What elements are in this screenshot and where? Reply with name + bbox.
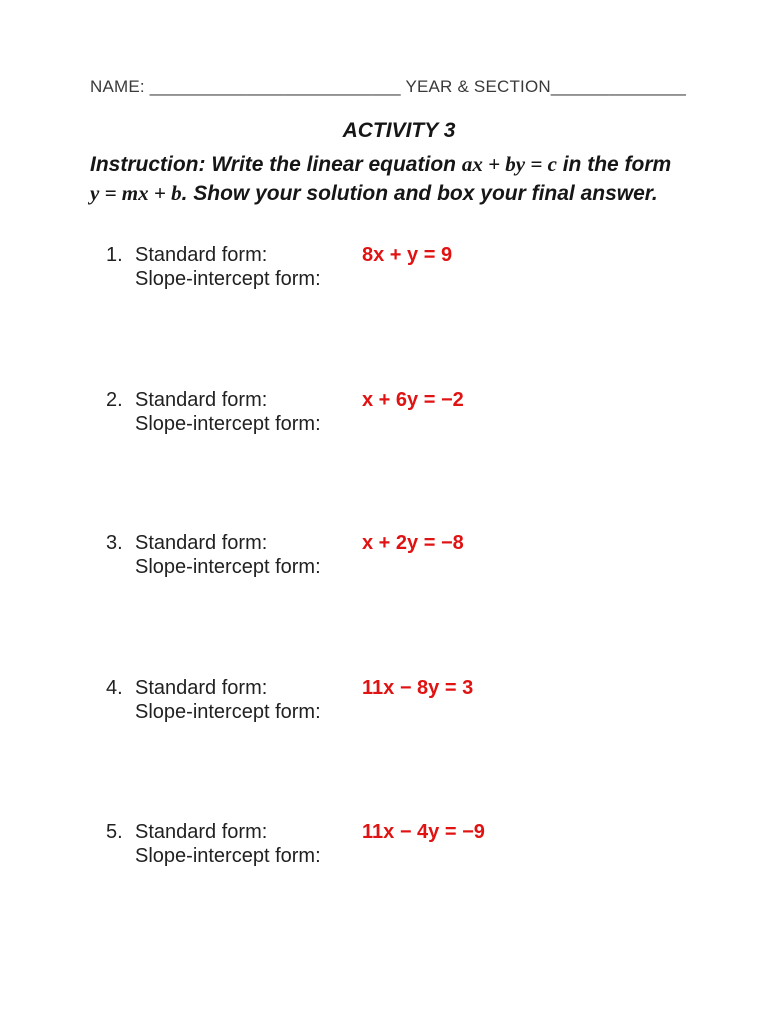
slope-intercept-label: Slope-intercept form: bbox=[135, 268, 321, 290]
standard-form-equation: x + 6y = −2 bbox=[362, 389, 464, 411]
problem-standard-line bbox=[106, 531, 666, 555]
year-section-label: YEAR & SECTION bbox=[405, 77, 551, 96]
problem-number: 4. bbox=[106, 677, 123, 699]
problem-item-4 bbox=[106, 676, 666, 728]
name-label: NAME: bbox=[90, 77, 145, 96]
slope-intercept-label: Slope-intercept form: bbox=[135, 701, 321, 723]
instruction-text bbox=[90, 150, 710, 208]
standard-form-label: Standard form: bbox=[135, 532, 268, 554]
instruction-prefix: Instruction: Write the linear equation bbox=[90, 153, 462, 176]
slope-intercept-line bbox=[106, 267, 666, 291]
instruction-math-slope-form: y = mx + b bbox=[90, 181, 182, 205]
slope-intercept-line bbox=[106, 700, 666, 724]
slope-intercept-label: Slope-intercept form: bbox=[135, 556, 321, 578]
problem-number: 1. bbox=[106, 244, 123, 266]
instruction-math-standard-form: ax + by = c bbox=[461, 152, 557, 176]
slope-intercept-line bbox=[106, 844, 666, 868]
standard-form-label: Standard form: bbox=[135, 389, 268, 411]
instruction-line-1 bbox=[90, 150, 710, 179]
activity-title: ACTIVITY 3 bbox=[342, 119, 456, 142]
standard-form-equation: x + 2y = −8 bbox=[362, 532, 464, 554]
problem-standard-line bbox=[106, 676, 666, 700]
standard-form-equation: 11x − 4y = −9 bbox=[362, 821, 485, 843]
problem-standard-line bbox=[106, 388, 666, 412]
instruction-line-2 bbox=[90, 179, 710, 208]
problem-item-5 bbox=[106, 820, 666, 872]
problem-standard-line bbox=[106, 243, 666, 267]
problem-item-2 bbox=[106, 388, 666, 440]
problem-number: 2. bbox=[106, 389, 123, 411]
instruction-suffix: in the form bbox=[556, 153, 672, 176]
slope-intercept-line bbox=[106, 555, 666, 579]
problem-item-1 bbox=[106, 243, 666, 295]
problem-number: 5. bbox=[106, 821, 123, 843]
standard-form-label: Standard form: bbox=[135, 821, 268, 843]
standard-form-label: Standard form: bbox=[135, 244, 268, 266]
slope-intercept-label: Slope-intercept form: bbox=[135, 845, 321, 867]
slope-intercept-label: Slope-intercept form: bbox=[135, 413, 321, 435]
year-section-blank-line: ______________ bbox=[550, 77, 687, 96]
problem-item-3 bbox=[106, 531, 666, 583]
standard-form-label: Standard form: bbox=[135, 677, 268, 699]
problem-standard-line bbox=[106, 820, 666, 844]
header-line bbox=[90, 76, 690, 98]
instruction-tail: . Show your solution and box your final answer. bbox=[181, 182, 658, 205]
standard-form-equation: 11x − 8y = 3 bbox=[362, 677, 474, 699]
slope-intercept-line bbox=[106, 412, 666, 436]
standard-form-equation: 8x + y = 9 bbox=[362, 244, 453, 266]
name-blank-line: __________________________ bbox=[149, 77, 401, 96]
problem-number: 3. bbox=[106, 532, 123, 554]
